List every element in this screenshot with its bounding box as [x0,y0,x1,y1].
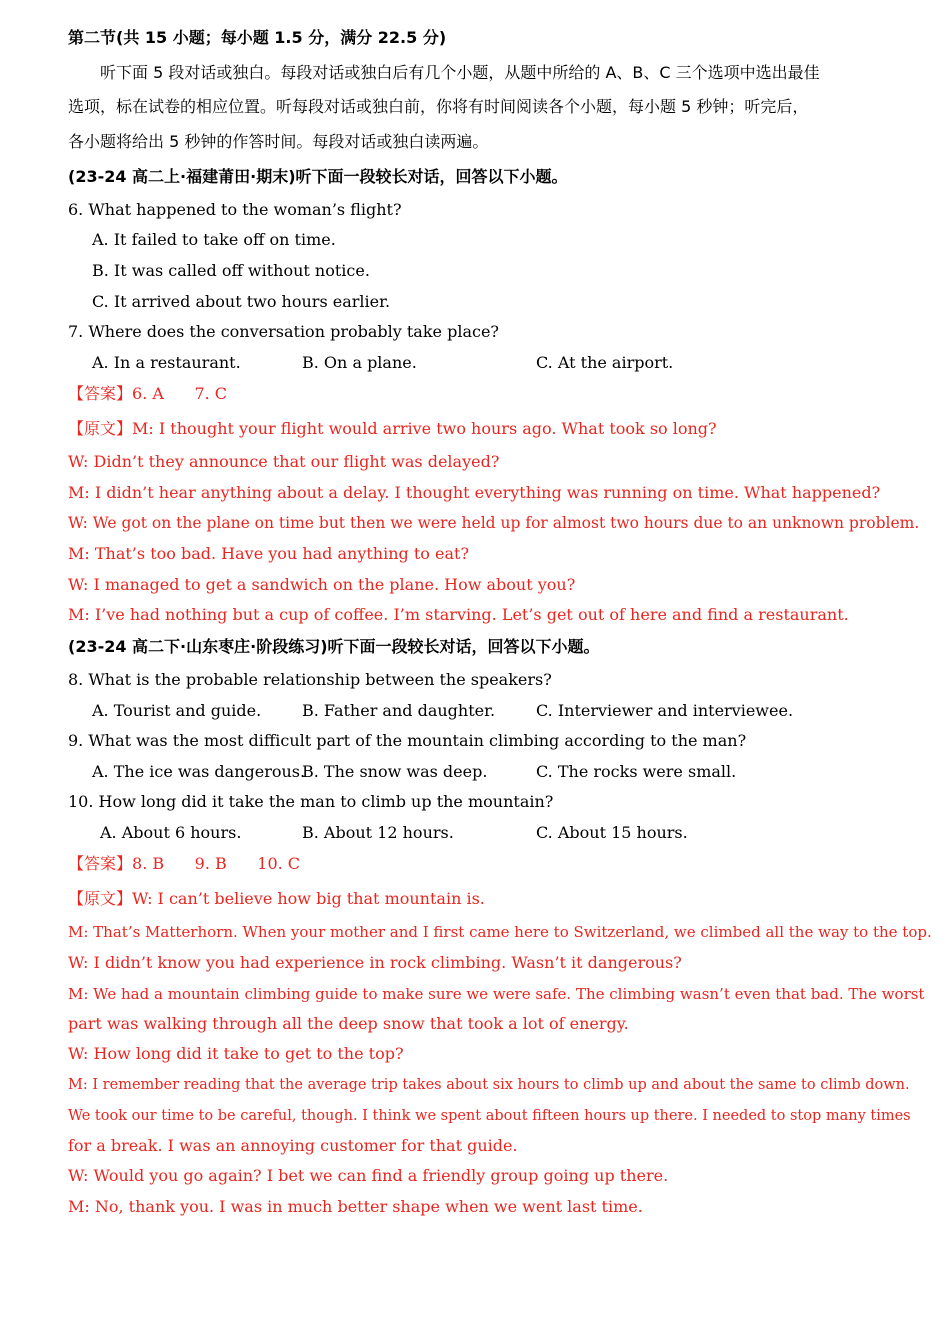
q8-option-b: B. Father and daughter. [302,701,496,720]
q9-option-c: C. The rocks were small. [536,762,737,781]
group1-transcript-line-2: W: Didn’t they announce that our flight was delayed? [68,452,500,471]
q9-option-a: A. The ice was dangerous. [92,762,306,781]
q8-option-c: C. Interviewer and interviewee. [536,701,794,720]
group1-transcript-line-1 [68,418,717,440]
transcript-text: W: I can’t believe how big that mountain is. [132,889,485,908]
q9-stem: 9. What was the most difficult part of the mountain climbing according to the man? [68,731,747,750]
group1-transcript-line-3: M: I didn’t hear anything about a delay. I thought everything was running on time. What happened? [68,483,881,502]
section-heading: 第二节(共 15 小题；每小题 1.5 分，满分 22.5 分) [68,28,447,47]
group2-transcript-line-3: W: I didn’t know you had experience in rock climbing. Wasn’t it dangerous? [68,953,682,972]
instruction-line-3: 各小题将给出 5 秒钟的作答时间。每段对话或独白读两遍。 [68,132,489,151]
answer-text: 8. B 9. B 10. C [132,854,301,873]
group2-transcript-line-5: part was walking through all the deep snow that took a lot of energy. [68,1014,629,1033]
instruction-line-2: 选项，标在试卷的相应位置。听每段对话或独白前，你将有时间阅读各个小题，每小题 5 秒钟；听完后， [68,97,809,116]
instruction-line-1: 听下面 5 段对话或独白。每段对话或独白后有几个小题，从题中所给的 A、B、C 三个选项中选出最佳 [100,63,820,82]
group2-transcript-line-4: M: We had a mountain climbing guide to make sure we were safe. The climbing wasn’t even that bad. The worst [68,985,925,1003]
q6-option-b: B. It was called off without notice. [92,261,370,280]
group2-transcript-line-10: W: Would you go again? I bet we can find a friendly group going up there. [68,1166,669,1185]
group1-transcript-line-4: W: We got on the plane on time but then we were held up for almost two hours due to an unknown problem. [68,514,920,532]
group2-transcript-line-8: We took our time to be careful, though. I think we spent about fifteen hours up there. I needed to stop many times [68,1108,911,1124]
group2-answer [68,853,300,875]
transcript-tag: 【原文】 [68,419,133,438]
answer-text: 6. A 7. C [132,384,228,403]
q6-option-a: A. It failed to take off on time. [92,230,336,249]
group2-transcript-line-6: W: How long did it take to get to the top? [68,1044,404,1063]
q10-stem: 10. How long did it take the man to climb up the mountain? [68,792,554,811]
group1-answer [68,383,227,405]
q7-option-a: A. In a restaurant. [92,353,241,372]
q6-option-c: C. It arrived about two hours earlier. [92,292,391,311]
transcript-tag: 【原文】 [68,889,133,908]
group1-transcript-line-5: M: That’s too bad. Have you had anything to eat? [68,544,470,563]
group1-transcript-line-7: M: I’ve had nothing but a cup of coffee. I’m starving. Let’s get out of here and find a restaurant. [68,605,849,624]
answer-tag: 【答案】 [68,854,133,873]
q7-option-c: C. At the airport. [536,353,674,372]
q10-option-a: A. About 6 hours. [100,823,242,842]
group1-transcript-line-6: W: I managed to get a sandwich on the plane. How about you? [68,575,576,594]
q8-stem: 8. What is the probable relationship between the speakers? [68,670,552,689]
group1-source: (23-24 高二上·福建莆田·期末)听下面一段较长对话，回答以下小题。 [68,167,568,186]
group2-source: (23-24 高二下·山东枣庄·阶段练习)听下面一段较长对话，回答以下小题。 [68,637,600,656]
q6-stem: 6. What happened to the woman’s flight? [68,200,402,219]
q10-option-b: B. About 12 hours. [302,823,454,842]
q9-option-b: B. The snow was deep. [302,762,488,781]
group2-transcript-line-7: M: I remember reading that the average trip takes about six hours to climb up and about the same to climb down. [68,1077,910,1093]
q7-option-b: B. On a plane. [302,353,417,372]
q10-option-c: C. About 15 hours. [536,823,688,842]
group2-transcript-line-1 [68,888,485,910]
q8-option-a: A. Tourist and guide. [92,701,262,720]
group2-transcript-line-9: for a break. I was an annoying customer for that guide. [68,1136,518,1155]
answer-tag: 【答案】 [68,384,133,403]
group2-transcript-line-11: M: No, thank you. I was in much better shape when we went last time. [68,1197,643,1216]
group2-transcript-line-2: M: That’s Matterhorn. When your mother and I first came here to Switzerland, we climbed all the way to the top. [68,923,932,941]
q7-stem: 7. Where does the conversation probably take place? [68,322,499,341]
transcript-text: M: I thought your flight would arrive two hours ago. What took so long? [132,419,717,438]
